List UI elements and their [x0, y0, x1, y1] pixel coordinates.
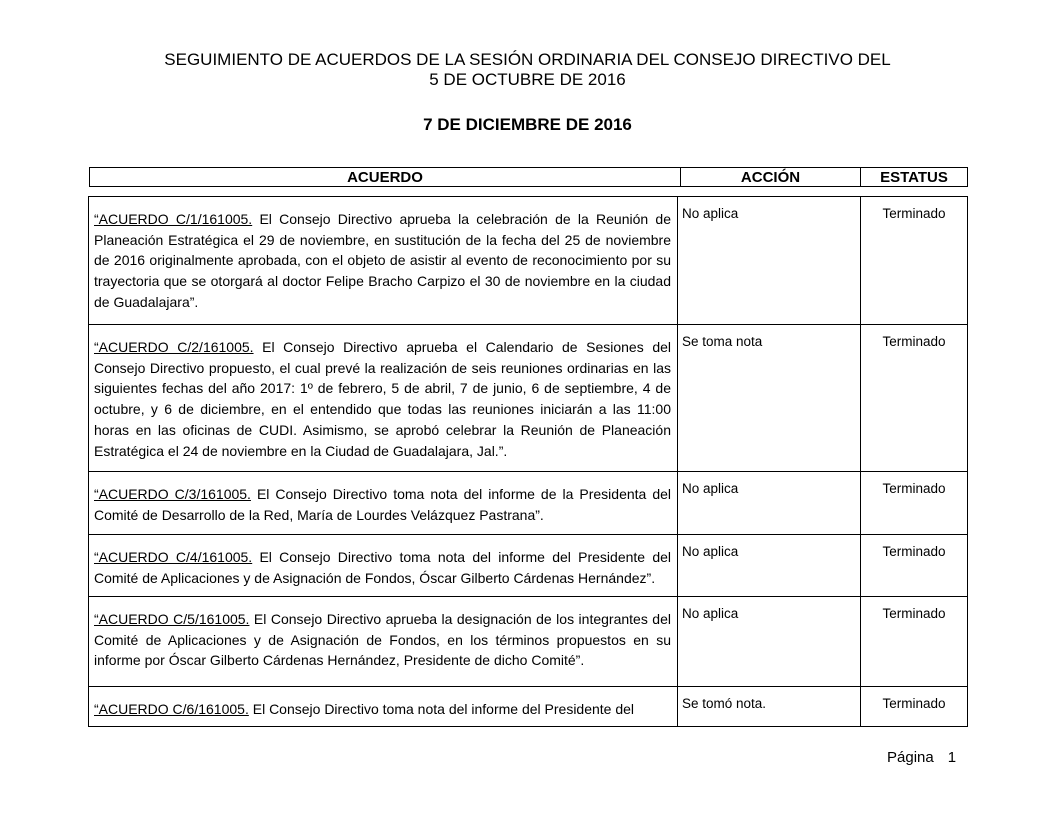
accion-cell: No aplica — [678, 597, 861, 687]
column-header-accion: ACCIÓN — [681, 168, 861, 187]
accion-cell: Se tomó nota. — [678, 687, 861, 727]
acuerdo-reference: “ACUERDO C/2/161005. — [94, 339, 254, 355]
table-row — [89, 472, 968, 535]
page-number: 1 — [947, 749, 957, 766]
acuerdo-text: El Consejo Directivo toma nota del informe del Presidente del — [248, 701, 635, 717]
acuerdo-reference: “ACUERDO C/4/161005. — [94, 549, 253, 565]
acuerdo-text: El Consejo Directivo toma nota del informe del Presidente del Comité de Aplicaciones y de Asignación de Fondos, Óscar Gilberto Cárdenas Hernández”. — [94, 549, 671, 586]
table-row — [89, 687, 968, 727]
acuerdo-cell — [89, 535, 678, 597]
estatus-cell: Terminado — [861, 597, 968, 687]
estatus-cell: Terminado — [861, 325, 968, 472]
page-footer — [887, 749, 956, 766]
accion-cell: No aplica — [678, 197, 861, 325]
estatus-cell: Terminado — [861, 472, 968, 535]
acuerdo-cell — [89, 597, 678, 687]
table-row — [89, 597, 968, 687]
accion-cell: Se toma nota — [678, 325, 861, 472]
column-header-acuerdo: ACUERDO — [90, 168, 681, 187]
estatus-cell: Terminado — [861, 687, 968, 727]
acuerdo-reference: “ACUERDO C/6/161005. — [94, 701, 249, 717]
acuerdo-text: El Consejo Directivo aprueba la designación de los integrantes del Comité de Aplicaciones y de Asignación de Fondos, en los términos propuestos en su informe por Óscar Gilberto Cárdenas Hernández, Presidente de dicho Comité”. — [94, 611, 671, 669]
acuerdo-text: El Consejo Directivo aprueba el Calendario de Sesiones del Consejo Directivo propuesto, el cual prevé la realización de seis reuniones ordinarias en las siguientes fechas del año 2017: 1º de febrero, 5 de abril, 7 de junio, 6 de septiembre, 4 de octubre, y 6 de diciembre, en el entendido que todas las reuniones iniciarán a las 11:00 horas en las oficinas de CUDI. Asimismo, se aprobó celebrar la Reunión de Planeación Estratégica el 24 de noviembre en la Ciudad de Guadalajara, Jal.”. — [94, 339, 671, 459]
column-header-row — [90, 168, 968, 187]
page-label: Página — [887, 749, 934, 766]
acuerdo-cell — [89, 325, 678, 472]
column-header-table — [89, 167, 968, 187]
acuerdo-text: El Consejo Directivo aprueba la celebración de la Reunión de Planeación Estratégica el 29 de noviembre, en sustitución de la fecha del 25 de noviembre de 2016 originalmente aprobada, con el objeto de asistir al evento de reconocimiento por su trayectoria que se otorgará al doctor Felipe Bracho Carpizo el 30 de noviembre en la ciudad de Guadalajara”. — [94, 211, 672, 310]
table-row — [89, 535, 968, 597]
acuerdo-reference: “ACUERDO C/5/161005. — [94, 611, 250, 627]
acuerdo-cell — [89, 687, 678, 727]
document-date: 7 DE DICIEMBRE DE 2016 — [423, 115, 632, 134]
accion-cell: No aplica — [678, 535, 861, 597]
acuerdo-cell — [89, 197, 678, 325]
column-header-estatus: ESTATUS — [861, 168, 968, 187]
document-title-line-1: SEGUIMIENTO DE ACUERDOS DE LA SESIÓN ORDINARIA DEL CONSEJO DIRECTIVO DEL — [164, 50, 891, 69]
acuerdo-reference: “ACUERDO C/3/161005. — [94, 486, 251, 502]
document-title-line-2: 5 DE OCTUBRE DE 2016 — [429, 70, 626, 89]
acuerdo-reference: “ACUERDO C/1/161005. — [94, 211, 253, 227]
acuerdo-text: El Consejo Directivo toma nota del informe de la Presidenta del Comité de Desarrollo de la Red, María de Lourdes Velázquez Pastrana”. — [94, 486, 672, 523]
table-row — [89, 197, 968, 325]
estatus-cell: Terminado — [861, 535, 968, 597]
acuerdo-cell — [89, 472, 678, 535]
estatus-cell: Terminado — [861, 197, 968, 325]
agreements-table — [88, 196, 968, 727]
table-row — [89, 325, 968, 472]
accion-cell: No aplica — [678, 472, 861, 535]
